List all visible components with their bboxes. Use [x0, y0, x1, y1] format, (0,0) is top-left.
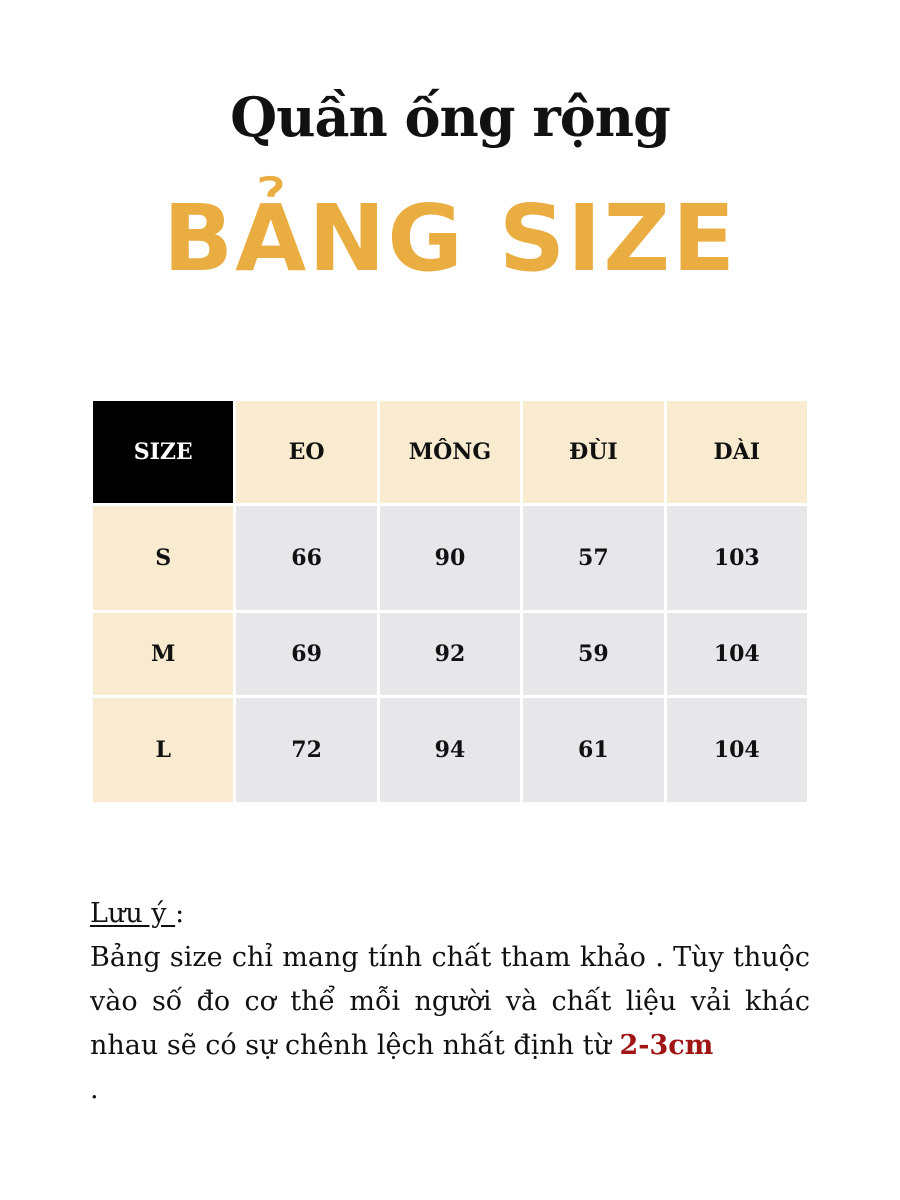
table-header-row — [93, 401, 807, 503]
header-cell-thigh: ĐÙI — [523, 401, 663, 503]
note-section — [90, 892, 810, 1112]
row-size-label: S — [93, 506, 233, 610]
note-label-colon: : — [175, 898, 185, 929]
table-cell: 104 — [667, 613, 807, 695]
table-cell: 92 — [380, 613, 520, 695]
note-tail: . — [90, 1074, 99, 1105]
row-size-label: M — [93, 613, 233, 695]
size-table — [90, 398, 810, 805]
table-cell: 90 — [380, 506, 520, 610]
table-cell: 57 — [523, 506, 663, 610]
table-row — [93, 613, 807, 695]
header-cell-hip: MÔNG — [380, 401, 520, 503]
header-cell-size: SIZE — [93, 401, 233, 503]
table-cell: 69 — [236, 613, 376, 695]
note-body — [90, 936, 810, 1068]
page-title: Quần ống rộng — [230, 85, 670, 149]
header-cell-length: DÀI — [667, 401, 807, 503]
note-highlight: 2-3cm — [619, 1030, 714, 1061]
table-cell: 104 — [667, 698, 807, 802]
note-heading — [90, 892, 810, 936]
header-cell-waist: EO — [236, 401, 376, 503]
row-size-label: L — [93, 698, 233, 802]
table-cell: 66 — [236, 506, 376, 610]
table-row — [93, 506, 807, 610]
size-chart-heading: BẢNG SIZE — [163, 185, 737, 292]
table-row — [93, 698, 807, 802]
table-cell: 94 — [380, 698, 520, 802]
note-label: Lưu ý — [90, 898, 176, 929]
table-cell: 59 — [523, 613, 663, 695]
table-cell: 61 — [523, 698, 663, 802]
note-text: Bảng size chỉ mang tính chất tham khảo . Tùy thuộc vào số đo cơ thể mỗi người và chất liệu vải khác nhau sẽ có sự chênh lệch nhất định từ — [90, 942, 810, 1061]
table-cell: 103 — [667, 506, 807, 610]
table-cell: 72 — [236, 698, 376, 802]
